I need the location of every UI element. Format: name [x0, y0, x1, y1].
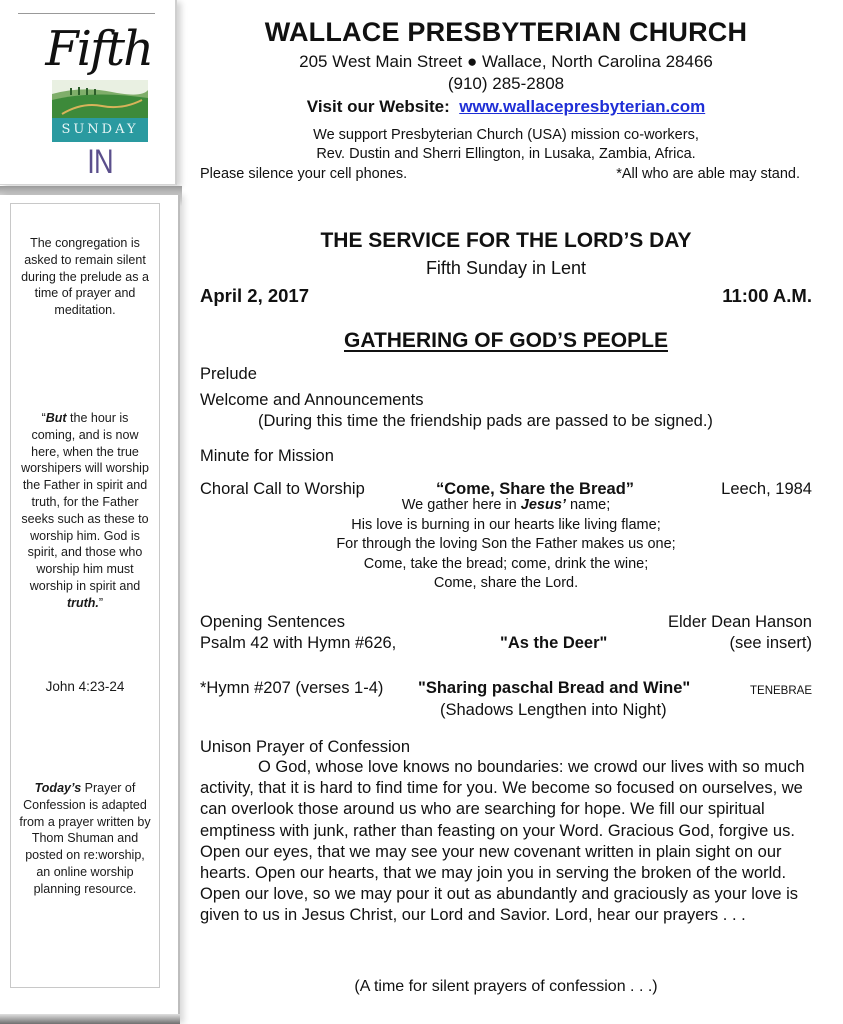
hymn-tune: TENEBRAE [750, 685, 812, 697]
lyric-text: name; [565, 497, 611, 513]
mission-support-line-2: Rev. Dustin and Sherri Ellington, in Lusaka, Zambia, Africa. [316, 146, 696, 162]
silence-phones-notice: Please silence your cell phones. [200, 166, 408, 182]
church-address: 205 West Main Street ● Wallace, North Carolina 28466 [299, 52, 713, 71]
prayer-credit-body: Prayer of Confession is adapted from a prayer written by Thom Shuman and posted on re:worship, an online worship planning resource. [19, 781, 151, 896]
logo-script-word: Fifth [45, 21, 152, 77]
opening-sentences-label: Opening Sentences [200, 613, 345, 631]
lyric-line: His love is burning in our hearts like living flame; [351, 516, 661, 533]
lyric-line: Come, share the Lord. [433, 575, 579, 591]
choral-call-author: Leech, 1984 [721, 480, 812, 498]
logo-card [0, 0, 177, 185]
church-phone: (910) 285-2808 [447, 74, 565, 93]
logo-divider [18, 13, 155, 14]
hill-landscape-icon [52, 80, 148, 118]
section-heading-text: GATHERING OF GOD’S PEOPLE [344, 329, 668, 352]
section-heading [200, 328, 812, 354]
lyric-line: Come, take the bread; come, drink the wine; [363, 555, 649, 572]
choral-lyrics [200, 496, 812, 594]
psalm-label: Psalm 42 with Hymn #626, [200, 634, 397, 652]
lyric-line: For through the loving Son the Father makes us one; [336, 536, 676, 552]
silent-prayer-note: (A time for silent prayers of confession . . .) [354, 978, 658, 995]
mission-support-line-1: We support Presbyterian Church (USA) mission co-workers, [313, 127, 699, 143]
service-title: THE SERVICE FOR THE LORD’S DAY [320, 229, 692, 252]
church-name: WALLACE PRESBYTERIAN CHURCH [264, 17, 748, 47]
hymn-subtitle: (Shadows Lengthen into Night) [440, 701, 667, 719]
prayer-credit-emph: Today’s [34, 781, 82, 795]
quote-close: ” [98, 595, 104, 610]
website-line [200, 96, 812, 118]
logo-band-word: SUNDAY [52, 118, 148, 142]
prayer-credit-note [18, 780, 152, 898]
order-item-welcome: Welcome and Announcements [200, 391, 424, 409]
lyric-text: We gather here in [401, 497, 521, 513]
choral-call-label: Choral Call to Worship [200, 480, 365, 498]
opening-sentences-leader: Elder Dean Hanson [667, 613, 812, 631]
choral-call-title: “Come, Share the Bread” [436, 480, 635, 498]
confession-prayer-text: O God, whose love knows no boundaries: we crowd our lives with so much activity, that it is hard to find time for you. We become so focused on ourselves, we can overlook those around us who are searching for hope. We fill our spiritual emptiness with junk, rather than feasting on your Word. Gracious God, forgive us. Open our eyes, that we may see your new covenant written in plain sight on our hearts. Open our hearts, that we may join you in serving the broken of the world. Open our love, so we may pour it out as abundantly and graciously as your love is given to us in Jesus Christ, our Lord and Savior. Lord, hear our prayers . . . [200, 758, 805, 925]
hymn-label: *Hymn #207 (verses 1-4) [200, 679, 384, 697]
logo-bottom-word: IN [87, 143, 113, 181]
quote-emph-start: But [45, 411, 67, 425]
quote-emph-end: truth. [66, 595, 99, 610]
order-item-opening-sentences [200, 611, 812, 633]
lyric-emph: Jesus’ [520, 497, 566, 513]
scripture-quote [18, 410, 152, 612]
order-item-minute-for-mission: Minute for Mission [200, 447, 334, 465]
sidebar-bottom-shadow [0, 1014, 180, 1024]
stand-notice: *All who are able may stand. [616, 166, 800, 182]
quote-body: the hour is coming, and is now here, when the true worshipers will worship the Father in spirit and truth, for the Father seeks such as these to worship him. God is spirit, and those who worship him must worship in spirit and [21, 411, 149, 593]
website-label: Visit our Website: [306, 97, 450, 116]
quote-open: “ [41, 411, 46, 425]
scripture-reference: John 4:23-24 [45, 679, 125, 694]
order-item-psalm [200, 632, 812, 654]
psalm-note: (see insert) [729, 634, 812, 652]
welcome-note: (During this time the friendship pads are passed to be signed.) [258, 412, 713, 430]
hymn-title: "Sharing paschal Bread and Wine" [418, 679, 691, 697]
website-link[interactable]: www.wallacepresbyterian.com [459, 97, 706, 116]
service-time: 11:00 A.M. [722, 285, 812, 306]
order-item-confession: Unison Prayer of Confession [200, 738, 411, 756]
psalm-hymn-title: "As the Deer" [500, 634, 608, 652]
service-date: April 2, 2017 [200, 285, 310, 306]
order-item-prelude: Prelude [200, 365, 257, 383]
fifth-sunday-in-lent-logo [28, 18, 152, 181]
service-subtitle: Fifth Sunday in Lent [425, 258, 587, 278]
lyric-line [200, 496, 812, 516]
prelude-note: The congregation is asked to remain silent during the prelude as a time of prayer and meditation. [21, 236, 149, 318]
order-item-hymn [200, 677, 812, 699]
mission-support [200, 126, 812, 164]
